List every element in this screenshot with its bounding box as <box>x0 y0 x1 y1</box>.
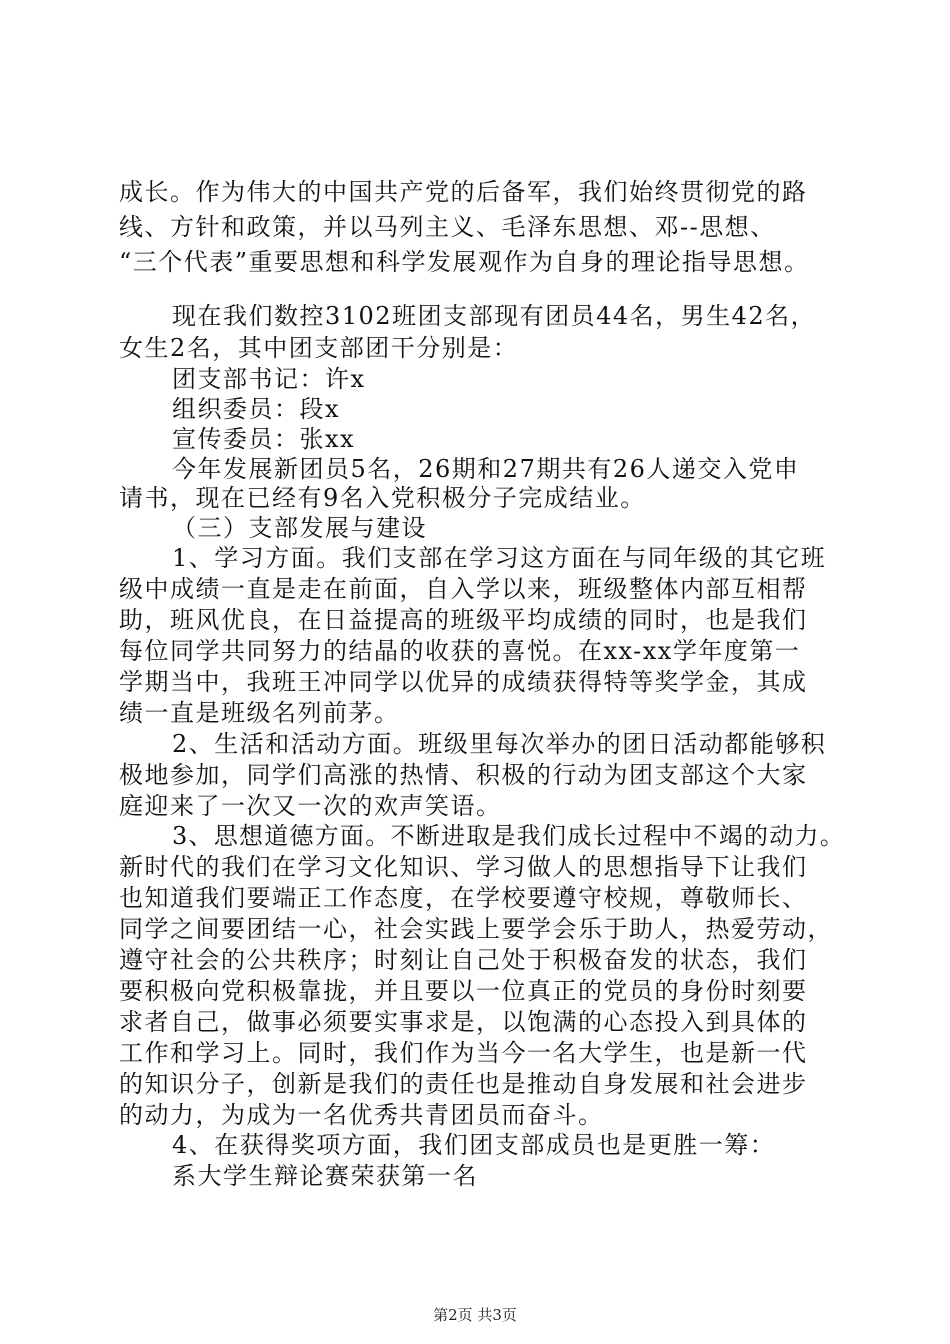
paragraph-line: 4、在获得奖项方面，我们团支部成员也是更胜一筹： <box>172 1131 776 1159</box>
paragraph-line: 请书，现在已经有9名入党积极分子完成结业。 <box>119 484 646 512</box>
paragraph-line: 今年发展新团员5名，26期和27期共有26人递交入党申 <box>172 455 800 483</box>
paragraph-line: 团支部书记：许x <box>172 365 366 393</box>
paragraph-line: 同学之间要团结一心，社会实践上要学会乐于助人，热爱劳动， <box>119 915 833 943</box>
page-number: 第2页 共3页 <box>433 1306 517 1324</box>
paragraph-line: 的动力，为成为一名优秀共青团员而奋斗。 <box>119 1101 604 1129</box>
paragraph-line: 极地参加，同学们高涨的热情、积极的行动为团支部这个大家 <box>119 761 808 789</box>
paragraph-line: 学期当中，我班王冲同学以优异的成绩获得特等奖学金，其成 <box>119 668 808 696</box>
paragraph-line: 现在我们数控3102班团支部现有团员44名，男生42名， <box>172 302 817 330</box>
paragraph-line: 新时代的我们在学习文化知识、学习做人的思想指导下让我们 <box>119 853 808 881</box>
paragraph-line: 1、学习方面。我们支部在学习这方面在与同年级的其它班 <box>172 544 827 572</box>
paragraph-line: 工作和学习上。同时，我们作为当今一名大学生，也是新一代 <box>119 1039 808 1067</box>
paragraph-line: 求者自己，做事必须要实事求是，以饱满的心态投入到具体的 <box>119 1008 808 1036</box>
paragraph-line: 每位同学共同努力的结晶的收获的喜悦。在xx-xx学年度第一 <box>119 637 801 665</box>
paragraph-line: 也知道我们要端正工作态度，在学校要遵守校规，尊敬师长、 <box>119 884 808 912</box>
paragraph-line: 绩一直是班级名列前茅。 <box>119 699 400 727</box>
paragraph-line: 庭迎来了一次又一次的欢声笑语。 <box>119 792 502 820</box>
paragraph-line: 3、思想道德方面。不断进取是我们成长过程中不竭的动力。 <box>172 822 846 850</box>
paragraph-line: 2、生活和活动方面。班级里每次举办的团日活动都能够积 <box>172 730 827 758</box>
paragraph-line: 的知识分子，创新是我们的责任也是推动自身发展和社会进步 <box>119 1070 808 1098</box>
paragraph-line: 要积极向党积极靠拢，并且要以一位真正的党员的身份时刻要 <box>119 977 808 1005</box>
paragraph-line: 女生2名，其中团支部团干分别是： <box>119 334 519 362</box>
section-heading: （三）支部发展与建设 <box>172 514 427 542</box>
paragraph-line: 助，班风优良，在日益提高的班级平均成绩的同时，也是我们 <box>119 606 808 634</box>
paragraph-line: 线、方针和政策，并以马列主义、毛泽东思想、邓--思想、 <box>119 213 776 241</box>
paragraph-line: 宣传委员：张xx <box>172 425 356 453</box>
paragraph-line: 成长。作为伟大的中国共产党的后备军，我们始终贯彻党的路 <box>119 178 808 206</box>
paragraph-line: 遵守社会的公共秩序；时刻让自己处于积极奋发的状态，我们 <box>119 946 808 974</box>
paragraph-line: 系大学生辩论赛荣获第一名 <box>172 1162 478 1190</box>
paragraph-line: 级中成绩一直是走在前面，自入学以来，班级整体内部互相帮 <box>119 575 808 603</box>
paragraph-line: 组织委员：段x <box>172 395 341 423</box>
paragraph-line: “三个代表”重要思想和科学发展观作为自身的理论指导思想。 <box>119 248 810 276</box>
